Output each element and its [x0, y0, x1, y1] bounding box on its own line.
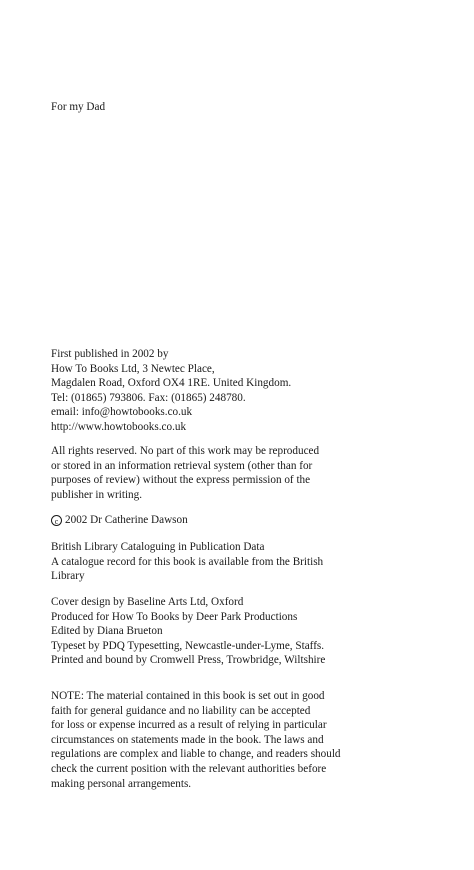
note-line: NOTE: The material contained in this book is set out in good [51, 690, 325, 702]
cip-line: British Library Cataloguing in Publication Data [51, 541, 265, 553]
note-line: for loss or expense incurred as a result of relying in particular [51, 719, 327, 732]
note-line: regulations are complex and liable to change, and readers should [51, 748, 341, 761]
note-line: making personal arrangements. [51, 777, 192, 790]
publisher-website: http://www.howtobooks.co.uk [51, 420, 187, 433]
rights-line: publisher in writing. [51, 488, 143, 501]
copyright-notice [51, 513, 441, 528]
rights-line: All rights reserved. No part of this work may be reproduced [51, 445, 320, 457]
credit-line: Cover design by Baseline Arts Ltd, Oxford [51, 596, 244, 608]
dedication [51, 100, 441, 115]
credit-line: Produced for How To Books by Deer Park Productions [51, 610, 298, 623]
publisher-email: email: info@howtobooks.co.uk [51, 406, 193, 419]
copyright-line [51, 513, 441, 528]
publisher-line: How To Books Ltd, 3 Newtec Place, [51, 362, 215, 375]
note-line: circumstances on statements made in the book. The laws and [51, 733, 324, 746]
cip-line: Library [51, 570, 85, 583]
credit-line: Typeset by PDQ Typesetting, Newcastle-under-Lyme, Staffs. [51, 639, 325, 652]
note-line: faith for general guidance and no liability can be accepted [51, 704, 311, 717]
publisher-line: Tel: (01865) 793806. Fax: (01865) 248780. [51, 391, 246, 404]
cip-data [51, 540, 441, 584]
production-credits [51, 595, 441, 668]
copyright-text: 2002 Dr Catherine Dawson [65, 514, 188, 526]
rights-line: purposes of review) without the express permission of the [51, 474, 311, 487]
publisher-line: First published in 2002 by [51, 348, 169, 360]
publisher-line: Magdalen Road, Oxford OX4 1RE. United Kingdom. [51, 377, 292, 390]
publisher-info [51, 347, 441, 435]
cip-line: A catalogue record for this book is available from the British [51, 555, 324, 568]
rights-line: or stored in an information retrieval system (other than for [51, 459, 313, 472]
rights-statement [51, 444, 441, 502]
copyright-symbol-icon: c [51, 515, 62, 526]
dedication-text: For my Dad [51, 101, 106, 113]
note-line: check the current position with the relevant authorities before [51, 762, 327, 775]
credit-line: Edited by Diana Brueton [51, 625, 163, 638]
credit-line: Printed and bound by Cromwell Press, Trowbridge, Wiltshire [51, 654, 326, 667]
disclaimer-note [51, 689, 441, 791]
